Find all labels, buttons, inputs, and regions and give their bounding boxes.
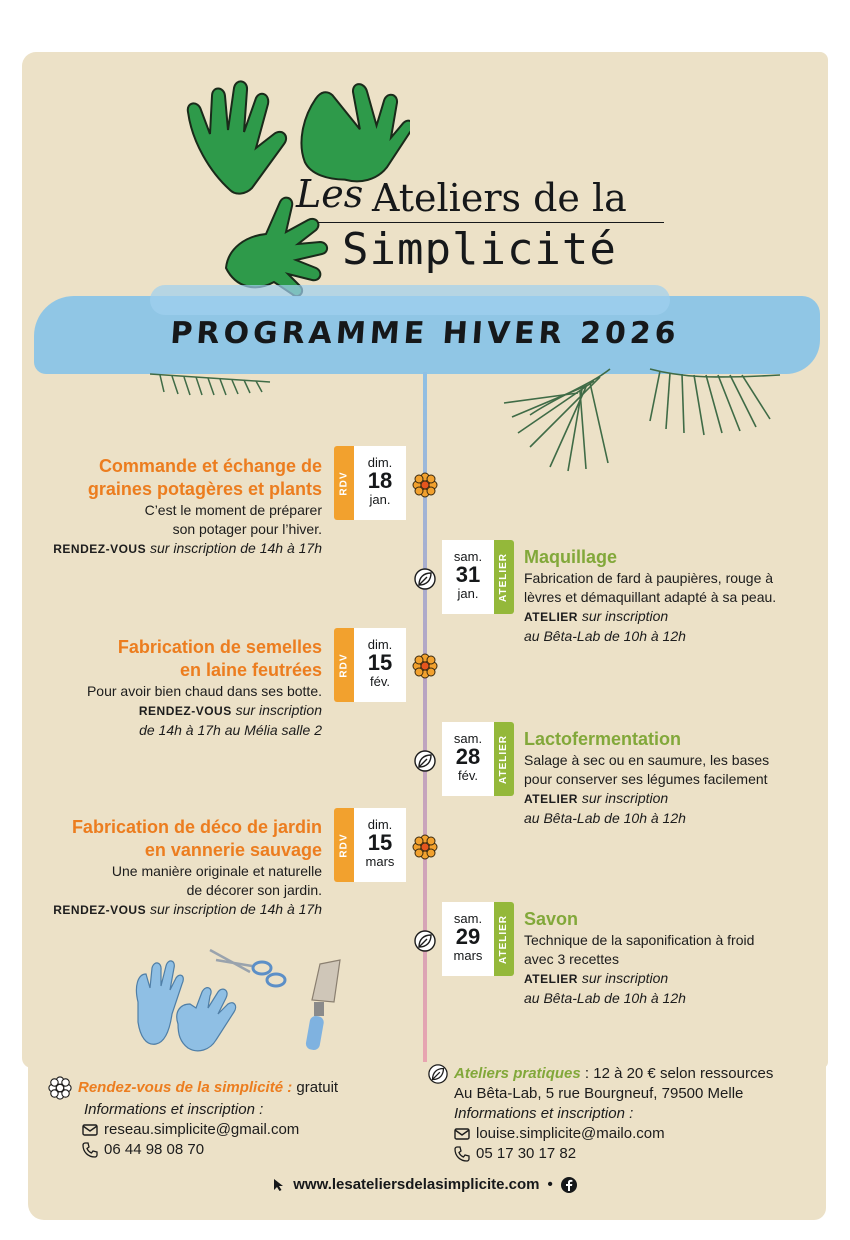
- footer-right-phone-row[interactable]: [454, 1144, 773, 1164]
- event-date-block: [442, 540, 514, 614]
- event-day-number: 29: [455, 924, 481, 949]
- event-title: Lactofermentation: [524, 729, 682, 749]
- event-day-number: 28: [455, 744, 481, 769]
- footer-left-info-label: Informations et inscription :: [84, 1101, 264, 1118]
- event-info: [53, 539, 322, 559]
- footer-left-price: gratuit: [292, 1079, 339, 1096]
- event-description: pour conserver ses légumes facilement: [524, 771, 768, 787]
- footer-right-email[interactable]: louise.simplicite@mailo.com: [476, 1125, 665, 1142]
- event-description: C’est le moment de préparer: [144, 502, 322, 518]
- event-info: [524, 607, 776, 627]
- logo-les-text: Les: [296, 172, 364, 216]
- event-date: [442, 722, 494, 796]
- event-title: Fabrication de semelles: [117, 637, 322, 657]
- event-text-left: [53, 455, 322, 559]
- event-month: fév.: [370, 674, 390, 689]
- event-text-left: [53, 816, 322, 920]
- footer-left-title: Rendez-vous de la simplicité :: [78, 1079, 293, 1096]
- logo-ateliers-text: Ateliers de la: [372, 176, 627, 220]
- event-description: lèvres et démaquillant adapté à sa peau.: [524, 589, 777, 605]
- event-title: graines potagères et plants: [87, 479, 322, 499]
- footer-right-address: Au Bêta-Lab, 5 rue Bourgneuf, 79500 Melle: [454, 1085, 744, 1102]
- event-title: en vannerie sauvage: [144, 840, 322, 860]
- event-info-text: sur inscription de 14h à 17h: [146, 901, 322, 917]
- title-brush-highlight: [150, 285, 670, 315]
- event-info: de 14h à 17h au Mélia salle 2: [139, 722, 322, 738]
- footer-right: [428, 1064, 773, 1164]
- website-separator: •: [547, 1176, 553, 1193]
- footer-right-title: Ateliers pratiques: [454, 1065, 581, 1082]
- event-type-label: RDV: [338, 470, 350, 496]
- event-type-label: ATELIER: [498, 734, 510, 784]
- event-description: avec 3 recettes: [524, 951, 619, 967]
- event-info: au Bêta-Lab de 10h à 12h: [524, 990, 686, 1006]
- scissors-icon: [210, 950, 285, 986]
- gloves-icon: [136, 961, 235, 1051]
- event-day-word: dim.: [367, 817, 393, 832]
- footer-right-info-label: Informations et inscription :: [454, 1105, 634, 1122]
- phone-icon: [82, 1142, 98, 1158]
- footer-left-email[interactable]: reseau.simplicite@gmail.com: [104, 1121, 300, 1138]
- event-day-number: 15: [367, 830, 393, 855]
- flower-icon: [412, 472, 438, 498]
- leaf-icon: [414, 930, 436, 952]
- event-description: Fabrication de fard à paupières, rouge à: [524, 570, 774, 586]
- cursor-icon: [273, 1178, 285, 1192]
- event-description: Une manière originale et naturelle: [111, 863, 322, 879]
- event-date-block: [334, 446, 406, 520]
- leaf-icon: [428, 1064, 448, 1084]
- website-link[interactable]: www.lesateliersdelasimplicite.com: [293, 1176, 540, 1193]
- mail-icon: [454, 1128, 470, 1140]
- pine-branch-icon: [150, 368, 280, 398]
- event-info-bold: RENDEZ-VOUS: [53, 903, 147, 917]
- event-description: de décorer son jardin.: [186, 882, 322, 898]
- event-info: [53, 900, 322, 920]
- event-day-number: 18: [367, 468, 393, 493]
- event-info: [87, 701, 322, 721]
- event-title: en laine feutrées: [179, 660, 322, 680]
- event-text-left: [87, 636, 322, 740]
- mail-icon: [82, 1124, 98, 1136]
- event-info-bold: RENDEZ-VOUS: [138, 704, 232, 718]
- flower-icon: [48, 1076, 72, 1100]
- event-date-block: [334, 808, 406, 882]
- event-day-word: dim.: [367, 455, 393, 470]
- event-info: au Bêta-Lab de 10h à 12h: [524, 810, 686, 826]
- event-type-label: RDV: [338, 652, 350, 678]
- event-info: au Bêta-Lab de 10h à 12h: [524, 628, 686, 644]
- pine-branch-icon: [490, 355, 790, 475]
- footer-left-email-row[interactable]: [82, 1120, 338, 1140]
- footer-right-price: : 12 à 20 € selon ressources: [580, 1065, 774, 1082]
- leaf-icon: [414, 568, 436, 590]
- event-description: Technique de la saponification à froid: [524, 932, 755, 948]
- event-info-bold: ATELIER: [524, 972, 578, 986]
- event-info-text: sur inscription: [577, 970, 669, 986]
- event-description: Pour avoir bien chaud dans ses botte.: [86, 683, 322, 699]
- event-info-text: sur inscription: [577, 608, 669, 624]
- event-month: mars: [365, 854, 395, 869]
- event-day-number: 15: [367, 650, 393, 675]
- event-month: jan.: [369, 492, 391, 507]
- logo-simplicite-text: Simplicité: [342, 224, 617, 275]
- event-info: [524, 969, 754, 989]
- event-title: Maquillage: [524, 547, 618, 567]
- hand-icon: [188, 81, 286, 193]
- event-description: Salage à sec ou en saumure, les bases: [524, 752, 770, 768]
- trowel-icon: [305, 960, 340, 1051]
- event-date: [354, 808, 406, 882]
- event-date-block: [442, 902, 514, 976]
- flower-icon: [412, 834, 438, 860]
- footer-left: [48, 1076, 338, 1160]
- footer-left-title-row: [48, 1076, 338, 1100]
- event-day-word: sam.: [453, 549, 483, 564]
- footer-right-email-row[interactable]: [454, 1124, 773, 1144]
- footer-left-phone[interactable]: 06 44 98 08 70: [104, 1141, 205, 1158]
- flower-icon: [412, 653, 438, 679]
- event-day-word: dim.: [367, 637, 393, 652]
- event-date-block: [442, 722, 514, 796]
- event-month: fév.: [458, 768, 478, 783]
- event-info: [524, 789, 769, 809]
- event-info-text: sur inscription de 14h à 17h: [146, 540, 322, 556]
- event-date: [442, 540, 494, 614]
- event-date: [354, 446, 406, 520]
- phone-icon: [454, 1146, 470, 1162]
- event-info-bold: ATELIER: [524, 792, 578, 806]
- event-info-text: sur inscription: [577, 790, 669, 806]
- footer-left-phone-row[interactable]: [82, 1140, 338, 1160]
- gardening-tools-illustration: [128, 942, 358, 1060]
- program-title: PROGRAMME HIVER 2026: [169, 316, 681, 351]
- event-type-label: RDV: [338, 832, 350, 858]
- event-date: [442, 902, 494, 976]
- event-month: jan.: [457, 586, 479, 601]
- event-info-bold: ATELIER: [524, 610, 578, 624]
- footer-right-phone[interactable]: 05 17 30 17 82: [476, 1145, 577, 1162]
- event-text-right: [524, 728, 769, 828]
- logo-divider: [318, 222, 664, 223]
- event-day-word: sam.: [453, 731, 483, 746]
- event-type-label: ATELIER: [498, 914, 510, 964]
- event-date-block: [334, 628, 406, 702]
- event-text-right: [524, 546, 776, 646]
- leaf-icon: [414, 750, 436, 772]
- event-day-word: sam.: [453, 911, 483, 926]
- event-month: mars: [453, 948, 483, 963]
- event-date: [354, 628, 406, 702]
- event-description: son potager pour l’hiver.: [172, 521, 322, 537]
- event-title: Fabrication de déco de jardin: [71, 817, 322, 837]
- website-row: [0, 1176, 850, 1193]
- event-info-text: sur inscription: [231, 702, 322, 718]
- event-type-label: ATELIER: [498, 552, 510, 602]
- footer-right-title-row: [428, 1064, 773, 1084]
- event-title: Commande et échange de: [98, 456, 322, 476]
- event-info-bold: RENDEZ-VOUS: [53, 542, 147, 556]
- event-title: Savon: [524, 909, 579, 929]
- facebook-icon[interactable]: [561, 1177, 577, 1193]
- event-text-right: [524, 908, 754, 1008]
- event-day-number: 31: [455, 562, 481, 587]
